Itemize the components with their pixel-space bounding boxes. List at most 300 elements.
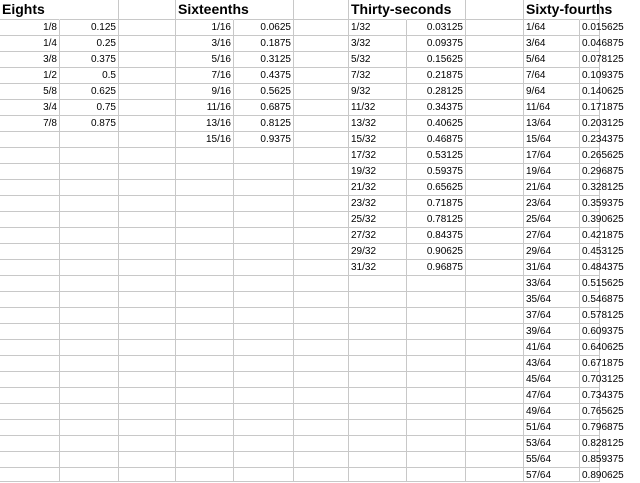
cell[interactable] xyxy=(294,228,349,244)
cell[interactable] xyxy=(60,436,119,452)
cell[interactable] xyxy=(407,340,466,356)
cell[interactable] xyxy=(60,340,119,356)
cell[interactable] xyxy=(0,324,60,340)
decimal-cell[interactable]: 0.484375 xyxy=(580,260,600,276)
cell[interactable] xyxy=(294,100,349,116)
cell[interactable] xyxy=(119,308,176,324)
decimal-cell[interactable]: 0.859375 xyxy=(580,452,600,468)
cell[interactable] xyxy=(0,388,60,404)
cell[interactable] xyxy=(466,404,524,420)
cell[interactable] xyxy=(119,228,176,244)
cell[interactable] xyxy=(294,292,349,308)
cell[interactable] xyxy=(176,196,234,212)
fraction-cell[interactable]: 11/64 xyxy=(524,100,580,116)
fraction-cell[interactable]: 15/64 xyxy=(524,132,580,148)
cell[interactable] xyxy=(466,36,524,52)
cell[interactable] xyxy=(119,116,176,132)
decimal-cell[interactable]: 0.65625 xyxy=(407,180,466,196)
cell[interactable] xyxy=(234,196,294,212)
cell[interactable] xyxy=(0,356,60,372)
decimal-cell[interactable]: 0.53125 xyxy=(407,148,466,164)
cell[interactable] xyxy=(60,212,119,228)
cell[interactable] xyxy=(407,420,466,436)
cell[interactable] xyxy=(407,404,466,420)
cell[interactable] xyxy=(466,164,524,180)
cell[interactable] xyxy=(407,292,466,308)
decimal-cell[interactable]: 0.890625 xyxy=(582,470,624,481)
cell[interactable] xyxy=(0,276,60,292)
decimal-cell[interactable]: 0.015625 xyxy=(580,20,600,36)
cell[interactable] xyxy=(0,404,60,420)
cell[interactable] xyxy=(466,276,524,292)
fraction-cell[interactable]: 7/64 xyxy=(524,68,580,84)
fraction-cell[interactable]: 31/64 xyxy=(524,260,580,276)
cell[interactable] xyxy=(176,436,234,452)
decimal-cell[interactable]: 0.421875 xyxy=(580,228,600,244)
fraction-cell[interactable]: 33/64 xyxy=(524,276,580,292)
cell[interactable] xyxy=(0,244,60,260)
cell[interactable] xyxy=(349,356,407,372)
fraction-cell[interactable]: 3/32 xyxy=(349,36,407,52)
cell[interactable] xyxy=(119,452,176,468)
cell[interactable] xyxy=(234,404,294,420)
decimal-cell[interactable]: 0.59375 xyxy=(407,164,466,180)
cell[interactable] xyxy=(466,356,524,372)
cell[interactable] xyxy=(466,420,524,436)
fraction-cell[interactable]: 1/64 xyxy=(524,20,580,36)
cell[interactable] xyxy=(176,356,234,372)
fraction-cell[interactable]: 29/32 xyxy=(349,244,407,260)
fraction-cell[interactable]: 37/64 xyxy=(524,308,580,324)
cell[interactable] xyxy=(119,276,176,292)
decimal-cell[interactable]: 0.78125 xyxy=(407,212,466,228)
decimal-cell[interactable]: 0.359375 xyxy=(580,196,600,212)
fraction-cell[interactable]: 7/16 xyxy=(176,68,234,84)
decimal-cell[interactable]: 0.84375 xyxy=(407,228,466,244)
cell[interactable] xyxy=(176,212,234,228)
cell[interactable] xyxy=(294,196,349,212)
cell[interactable] xyxy=(119,148,176,164)
cell[interactable] xyxy=(0,164,60,180)
decimal-cell[interactable]: 0.0625 xyxy=(234,20,294,36)
fraction-cell[interactable]: 3/8 xyxy=(0,52,60,68)
cell[interactable] xyxy=(176,292,234,308)
fraction-cell[interactable]: 1/8 xyxy=(0,20,60,36)
cell[interactable] xyxy=(119,164,176,180)
fraction-cell[interactable]: 9/64 xyxy=(524,84,580,100)
cell[interactable] xyxy=(466,260,524,276)
decimal-cell[interactable]: 0.390625 xyxy=(580,212,600,228)
decimal-cell[interactable]: 0.703125 xyxy=(580,372,600,388)
cell[interactable] xyxy=(0,436,60,452)
fraction-cell[interactable]: 9/32 xyxy=(349,84,407,100)
decimal-cell[interactable]: 0.046875 xyxy=(580,36,600,52)
decimal-cell[interactable]: 0.828125 xyxy=(580,436,600,452)
cell[interactable] xyxy=(0,132,60,148)
cell[interactable] xyxy=(466,324,524,340)
cell[interactable] xyxy=(294,468,349,482)
fraction-cell[interactable]: 25/32 xyxy=(349,212,407,228)
cell[interactable] xyxy=(119,292,176,308)
cell[interactable] xyxy=(234,276,294,292)
cell[interactable] xyxy=(60,452,119,468)
decimal-cell[interactable]: 0.125 xyxy=(60,20,119,36)
cell[interactable] xyxy=(176,372,234,388)
cell[interactable] xyxy=(294,84,349,100)
cell[interactable] xyxy=(466,0,524,20)
cell[interactable] xyxy=(176,244,234,260)
cell[interactable] xyxy=(60,164,119,180)
cell[interactable] xyxy=(294,20,349,36)
cell[interactable] xyxy=(234,388,294,404)
fraction-cell[interactable]: 53/64 xyxy=(524,436,580,452)
cell[interactable] xyxy=(176,260,234,276)
cell[interactable] xyxy=(119,420,176,436)
cell[interactable] xyxy=(60,420,119,436)
decimal-cell[interactable]: 0.96875 xyxy=(407,260,466,276)
cell[interactable] xyxy=(119,244,176,260)
decimal-cell[interactable]: 0.796875 xyxy=(580,420,600,436)
cell[interactable] xyxy=(294,436,349,452)
cell[interactable] xyxy=(119,324,176,340)
decimal-cell[interactable]: 0.9375 xyxy=(234,132,294,148)
fraction-cell[interactable]: 1/4 xyxy=(0,36,60,52)
cell[interactable] xyxy=(349,324,407,340)
cell[interactable] xyxy=(466,52,524,68)
cell[interactable] xyxy=(234,228,294,244)
cell[interactable] xyxy=(466,228,524,244)
decimal-cell[interactable]: 0.265625 xyxy=(580,148,600,164)
fraction-cell[interactable]: 23/32 xyxy=(349,196,407,212)
fraction-cell[interactable]: 45/64 xyxy=(524,372,580,388)
cell[interactable] xyxy=(349,340,407,356)
cell[interactable] xyxy=(466,340,524,356)
cell[interactable] xyxy=(60,0,119,20)
decimal-cell[interactable]: 0.328125 xyxy=(580,180,600,196)
decimal-cell[interactable]: 0.5 xyxy=(60,68,119,84)
cell[interactable] xyxy=(294,148,349,164)
fraction-cell[interactable]: 5/64 xyxy=(524,52,580,68)
cell[interactable] xyxy=(60,132,119,148)
cell[interactable] xyxy=(119,260,176,276)
fraction-cell[interactable]: 15/16 xyxy=(176,132,234,148)
cell[interactable] xyxy=(119,356,176,372)
cell[interactable] xyxy=(234,260,294,276)
fraction-cell[interactable]: 1/32 xyxy=(349,20,407,36)
decimal-cell[interactable]: 0.734375 xyxy=(580,388,600,404)
cell[interactable] xyxy=(294,356,349,372)
cell[interactable] xyxy=(60,260,119,276)
cell[interactable] xyxy=(466,388,524,404)
cell[interactable] xyxy=(294,308,349,324)
decimal-cell[interactable]: 0.515625 xyxy=(580,276,600,292)
fraction-cell[interactable]: 3/4 xyxy=(0,100,60,116)
cell[interactable] xyxy=(60,468,119,482)
decimal-cell[interactable]: 0.21875 xyxy=(407,68,466,84)
cell[interactable] xyxy=(234,292,294,308)
decimal-cell[interactable]: 0.46875 xyxy=(407,132,466,148)
cell[interactable] xyxy=(0,212,60,228)
column-header-sixty-fourths[interactable]: Sixty-fourths xyxy=(524,0,580,20)
decimal-cell[interactable]: 0.71875 xyxy=(407,196,466,212)
cell[interactable] xyxy=(119,84,176,100)
cell[interactable] xyxy=(349,388,407,404)
cell[interactable] xyxy=(0,196,60,212)
cell[interactable] xyxy=(119,68,176,84)
decimal-cell[interactable]: 0.09375 xyxy=(407,36,466,52)
cell[interactable] xyxy=(176,420,234,436)
cell[interactable] xyxy=(349,452,407,468)
decimal-cell[interactable]: 0.03125 xyxy=(407,20,466,36)
cell[interactable] xyxy=(0,452,60,468)
cell[interactable] xyxy=(294,0,349,20)
cell[interactable] xyxy=(349,292,407,308)
cell[interactable] xyxy=(234,324,294,340)
cell[interactable] xyxy=(0,180,60,196)
cell[interactable] xyxy=(176,148,234,164)
decimal-cell[interactable]: 0.4375 xyxy=(234,68,294,84)
cell[interactable] xyxy=(407,388,466,404)
decimal-cell[interactable]: 0.3125 xyxy=(234,52,294,68)
cell[interactable] xyxy=(234,340,294,356)
cell[interactable] xyxy=(119,340,176,356)
decimal-cell[interactable]: 0.40625 xyxy=(407,116,466,132)
cell[interactable] xyxy=(60,388,119,404)
fraction-cell[interactable]: 3/16 xyxy=(176,36,234,52)
cell[interactable] xyxy=(580,0,600,20)
decimal-cell[interactable]: 0.25 xyxy=(60,36,119,52)
fraction-cell[interactable]: 21/64 xyxy=(524,180,580,196)
cell[interactable] xyxy=(234,180,294,196)
cell[interactable] xyxy=(176,180,234,196)
cell[interactable] xyxy=(466,148,524,164)
cell[interactable] xyxy=(466,20,524,36)
decimal-cell[interactable]: 0.90625 xyxy=(407,244,466,260)
fraction-cell[interactable]: 21/32 xyxy=(349,180,407,196)
cell[interactable] xyxy=(60,308,119,324)
cell[interactable] xyxy=(60,244,119,260)
cell[interactable] xyxy=(234,244,294,260)
cell[interactable] xyxy=(60,148,119,164)
cell[interactable] xyxy=(466,372,524,388)
cell[interactable] xyxy=(60,372,119,388)
cell[interactable] xyxy=(0,260,60,276)
cell[interactable] xyxy=(176,164,234,180)
cell[interactable] xyxy=(0,292,60,308)
cell[interactable] xyxy=(119,36,176,52)
cell[interactable] xyxy=(119,180,176,196)
cell[interactable] xyxy=(119,436,176,452)
cell[interactable] xyxy=(176,308,234,324)
cell[interactable] xyxy=(349,436,407,452)
fraction-cell[interactable]: 15/32 xyxy=(349,132,407,148)
fraction-cell[interactable]: 11/16 xyxy=(176,100,234,116)
cell[interactable] xyxy=(119,196,176,212)
cell[interactable] xyxy=(294,132,349,148)
decimal-cell[interactable]: 0.6875 xyxy=(234,100,294,116)
fraction-cell[interactable]: 19/64 xyxy=(524,164,580,180)
cell[interactable] xyxy=(0,340,60,356)
cell[interactable] xyxy=(466,68,524,84)
cell[interactable] xyxy=(234,436,294,452)
decimal-cell[interactable]: 0.640625 xyxy=(580,340,600,356)
cell[interactable] xyxy=(294,68,349,84)
cell[interactable] xyxy=(294,324,349,340)
decimal-cell[interactable]: 0.171875 xyxy=(580,100,600,116)
cell[interactable] xyxy=(234,212,294,228)
cell[interactable] xyxy=(60,324,119,340)
decimal-cell[interactable]: 0.296875 xyxy=(580,164,600,180)
cell[interactable] xyxy=(294,372,349,388)
cell[interactable] xyxy=(60,356,119,372)
cell[interactable] xyxy=(407,372,466,388)
cell[interactable] xyxy=(349,420,407,436)
fraction-cell[interactable]: 29/64 xyxy=(524,244,580,260)
decimal-cell[interactable]: 0.203125 xyxy=(580,116,600,132)
decimal-cell[interactable]: 0.5625 xyxy=(234,84,294,100)
cell[interactable] xyxy=(0,372,60,388)
fraction-cell[interactable]: 9/16 xyxy=(176,84,234,100)
decimal-cell[interactable]: 0.109375 xyxy=(580,68,600,84)
cell[interactable] xyxy=(119,20,176,36)
fraction-cell[interactable]: 13/32 xyxy=(349,116,407,132)
cell[interactable] xyxy=(349,308,407,324)
cell[interactable] xyxy=(407,276,466,292)
fraction-cell[interactable]: 5/8 xyxy=(0,84,60,100)
cell[interactable] xyxy=(176,276,234,292)
fraction-cell[interactable]: 7/8 xyxy=(0,116,60,132)
cell[interactable] xyxy=(407,468,466,482)
cell[interactable] xyxy=(234,164,294,180)
decimal-cell[interactable]: 0.140625 xyxy=(580,84,600,100)
cell[interactable] xyxy=(349,404,407,420)
cell[interactable] xyxy=(466,132,524,148)
cell[interactable] xyxy=(407,324,466,340)
decimal-cell[interactable]: 0.578125 xyxy=(580,308,600,324)
cell[interactable] xyxy=(407,308,466,324)
fraction-cell[interactable]: 51/64 xyxy=(524,420,580,436)
cell[interactable] xyxy=(60,404,119,420)
cell[interactable] xyxy=(60,228,119,244)
cell[interactable] xyxy=(466,308,524,324)
cell[interactable] xyxy=(119,372,176,388)
fraction-cell[interactable]: 27/32 xyxy=(349,228,407,244)
fraction-cell[interactable]: 43/64 xyxy=(524,356,580,372)
column-header-thirty-seconds[interactable]: Thirty-seconds xyxy=(349,0,407,20)
fraction-cell[interactable]: 17/64 xyxy=(524,148,580,164)
fraction-cell[interactable]: 7/32 xyxy=(349,68,407,84)
fraction-cell[interactable]: 47/64 xyxy=(524,388,580,404)
cell[interactable] xyxy=(349,276,407,292)
cell[interactable] xyxy=(60,292,119,308)
cell[interactable] xyxy=(466,100,524,116)
fraction-cell[interactable]: 5/16 xyxy=(176,52,234,68)
fraction-cell[interactable]: 55/64 xyxy=(524,452,580,468)
cell[interactable] xyxy=(466,180,524,196)
decimal-cell[interactable]: 0.671875 xyxy=(580,356,600,372)
cell[interactable] xyxy=(234,0,294,20)
decimal-cell[interactable]: 0.453125 xyxy=(580,244,600,260)
cell[interactable] xyxy=(294,36,349,52)
cell[interactable] xyxy=(466,116,524,132)
decimal-cell[interactable]: 0.546875 xyxy=(580,292,600,308)
cell[interactable] xyxy=(176,452,234,468)
fraction-cell[interactable]: 25/64 xyxy=(524,212,580,228)
cell[interactable] xyxy=(466,292,524,308)
fraction-cell[interactable]: 13/64 xyxy=(524,116,580,132)
fraction-cell[interactable]: 49/64 xyxy=(524,404,580,420)
fraction-cell[interactable]: 19/32 xyxy=(349,164,407,180)
cell[interactable] xyxy=(294,116,349,132)
decimal-cell[interactable]: 0.875 xyxy=(60,116,119,132)
cell[interactable] xyxy=(176,340,234,356)
cell[interactable] xyxy=(119,132,176,148)
decimal-cell[interactable]: 0.375 xyxy=(60,52,119,68)
cell[interactable] xyxy=(119,388,176,404)
decimal-cell[interactable]: 0.609375 xyxy=(580,324,600,340)
fraction-cell[interactable]: 17/32 xyxy=(349,148,407,164)
cell[interactable] xyxy=(234,372,294,388)
cell[interactable] xyxy=(176,324,234,340)
cell[interactable] xyxy=(119,0,176,20)
decimal-cell[interactable]: 0.078125 xyxy=(580,52,600,68)
cell[interactable] xyxy=(294,180,349,196)
fraction-cell[interactable]: 11/32 xyxy=(349,100,407,116)
cell[interactable] xyxy=(0,228,60,244)
cell[interactable] xyxy=(466,436,524,452)
cell[interactable] xyxy=(466,244,524,260)
fraction-cell[interactable]: 13/16 xyxy=(176,116,234,132)
cell[interactable] xyxy=(294,388,349,404)
cell[interactable] xyxy=(407,356,466,372)
decimal-cell[interactable]: 0.15625 xyxy=(407,52,466,68)
fraction-cell[interactable]: 1/16 xyxy=(176,20,234,36)
fraction-cell[interactable]: 41/64 xyxy=(524,340,580,356)
decimal-cell[interactable]: 0.625 xyxy=(60,84,119,100)
cell[interactable] xyxy=(119,52,176,68)
decimal-cell[interactable]: 0.28125 xyxy=(407,84,466,100)
cell[interactable] xyxy=(294,52,349,68)
cell[interactable] xyxy=(234,468,294,482)
cell[interactable] xyxy=(119,212,176,228)
cell[interactable] xyxy=(294,420,349,436)
decimal-cell[interactable]: 0.1875 xyxy=(234,36,294,52)
fraction-cell[interactable]: 5/32 xyxy=(349,52,407,68)
cell[interactable] xyxy=(176,404,234,420)
cell[interactable] xyxy=(294,164,349,180)
decimal-cell[interactable]: 0.75 xyxy=(60,100,119,116)
cell[interactable] xyxy=(349,372,407,388)
cell[interactable] xyxy=(119,100,176,116)
cell[interactable] xyxy=(0,468,60,482)
decimal-cell[interactable]: 0.234375 xyxy=(580,132,600,148)
cell[interactable] xyxy=(234,452,294,468)
fraction-cell[interactable]: 23/64 xyxy=(524,196,580,212)
cell[interactable] xyxy=(466,468,524,482)
decimal-cell[interactable]: 0.765625 xyxy=(580,404,600,420)
fraction-cell[interactable]: 31/32 xyxy=(349,260,407,276)
column-header-eights[interactable]: Eights xyxy=(0,0,60,20)
fraction-cell[interactable]: 57/64 xyxy=(524,468,580,482)
fraction-cell[interactable]: 1/2 xyxy=(0,68,60,84)
cell[interactable] xyxy=(294,452,349,468)
cell[interactable] xyxy=(294,244,349,260)
decimal-cell[interactable]: 0.34375 xyxy=(407,100,466,116)
cell[interactable] xyxy=(119,404,176,420)
cell[interactable] xyxy=(0,420,60,436)
cell[interactable] xyxy=(466,196,524,212)
cell[interactable] xyxy=(294,276,349,292)
